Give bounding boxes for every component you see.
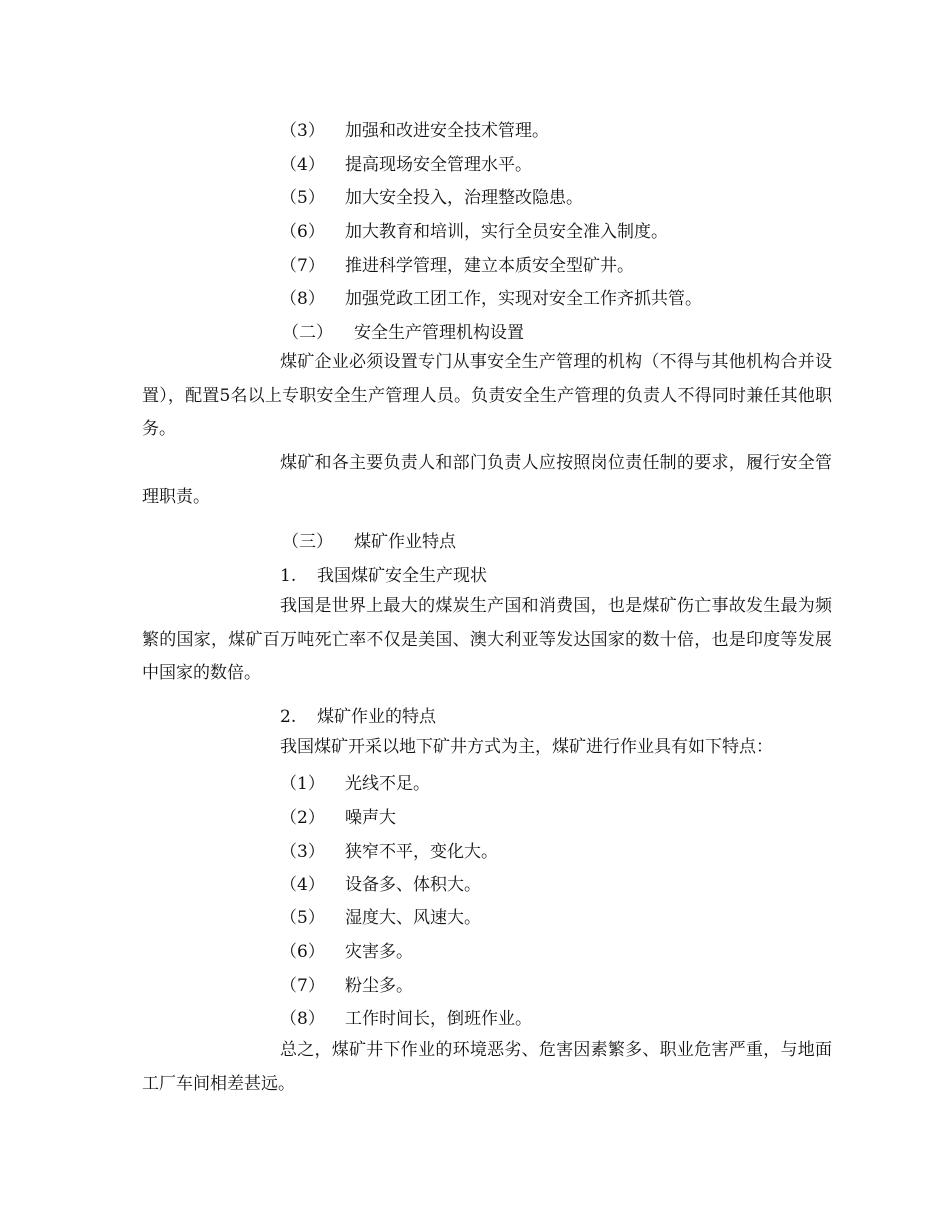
list-item-number: （4） (280, 875, 325, 895)
list-item-number: （4） (280, 155, 325, 175)
list-item-number: （2） (280, 808, 325, 828)
list-item-number: （3） (280, 121, 325, 141)
subsection-title: 煤矿作业的特点 (317, 707, 436, 727)
list-item-number: （7） (280, 256, 325, 276)
list-item-text: 狭窄不平，变化大。 (345, 842, 498, 862)
list-item-number: （6） (280, 222, 325, 242)
list-item-text: 加强和改进安全技术管理。 (345, 121, 549, 141)
list-item-text: 加强党政工团工作，实现对安全工作齐抓共管。 (345, 289, 702, 309)
list-item-number: （6） (280, 942, 325, 962)
section-number: （三） (282, 532, 333, 552)
list-item-number: （7） (280, 976, 325, 996)
paragraph: 煤矿企业必须设置专门从事安全生产管理的机构（不得与其他机构合并设置），配置5名以上专职安全生产管理人员。负责安全生产管理的负责人不得同时兼任其他职务。 (142, 352, 832, 439)
list-item-text: 提高现场安全管理水平。 (345, 155, 532, 175)
list-item-number: （1） (280, 774, 325, 794)
list-item-text: 工作时间长，倒班作业。 (345, 1009, 532, 1029)
paragraph: 我国煤矿开采以地下矿井方式为主，煤矿进行作业具有如下特点： (280, 737, 773, 757)
list-item-text: 噪声大 (345, 808, 396, 828)
subsection-number: 1. (280, 566, 297, 586)
list-item-text: 湿度大、风速大。 (345, 908, 481, 928)
section-number: （二） (282, 323, 333, 343)
list-item-number: （3） (280, 842, 325, 862)
list-item-number: （8） (280, 289, 325, 309)
list-item-number: （8） (280, 1009, 325, 1029)
list-item-text: 设备多、体积大。 (345, 875, 481, 895)
list-item-text: 粉尘多。 (345, 976, 413, 996)
section-title: 安全生产管理机构设置 (354, 323, 524, 343)
list-item-number: （5） (280, 188, 325, 208)
subsection-title: 我国煤矿安全生产现状 (317, 566, 487, 586)
section-title: 煤矿作业特点 (354, 532, 456, 552)
paragraph: 煤矿和各主要负责人和部门负责人应按照岗位责任制的要求，履行安全管理职责。 (142, 453, 832, 507)
list-item-text: 光线不足。 (345, 774, 430, 794)
paragraph: 总之，煤矿井下作业的环境恶劣、危害因素繁多、职业危害严重，与地面工厂车间相差甚远。 (142, 1040, 832, 1094)
list-item-text: 加大教育和培训，实行全员安全准入制度。 (345, 222, 668, 242)
list-item-number: （5） (280, 908, 325, 928)
list-item-text: 加大安全投入，治理整改隐患。 (345, 188, 583, 208)
list-item-text: 推进科学管理，建立本质安全型矿井。 (345, 256, 634, 276)
subsection-number: 2. (280, 707, 297, 727)
paragraph: 我国是世界上最大的煤炭生产国和消费国，也是煤矿伤亡事故发生最为频繁的国家，煤矿百万吨死亡率不仅是美国、澳大利亚等发达国家的数十倍，也是印度等发展中国家的数倍。 (142, 596, 832, 683)
list-item-text: 灾害多。 (345, 942, 413, 962)
